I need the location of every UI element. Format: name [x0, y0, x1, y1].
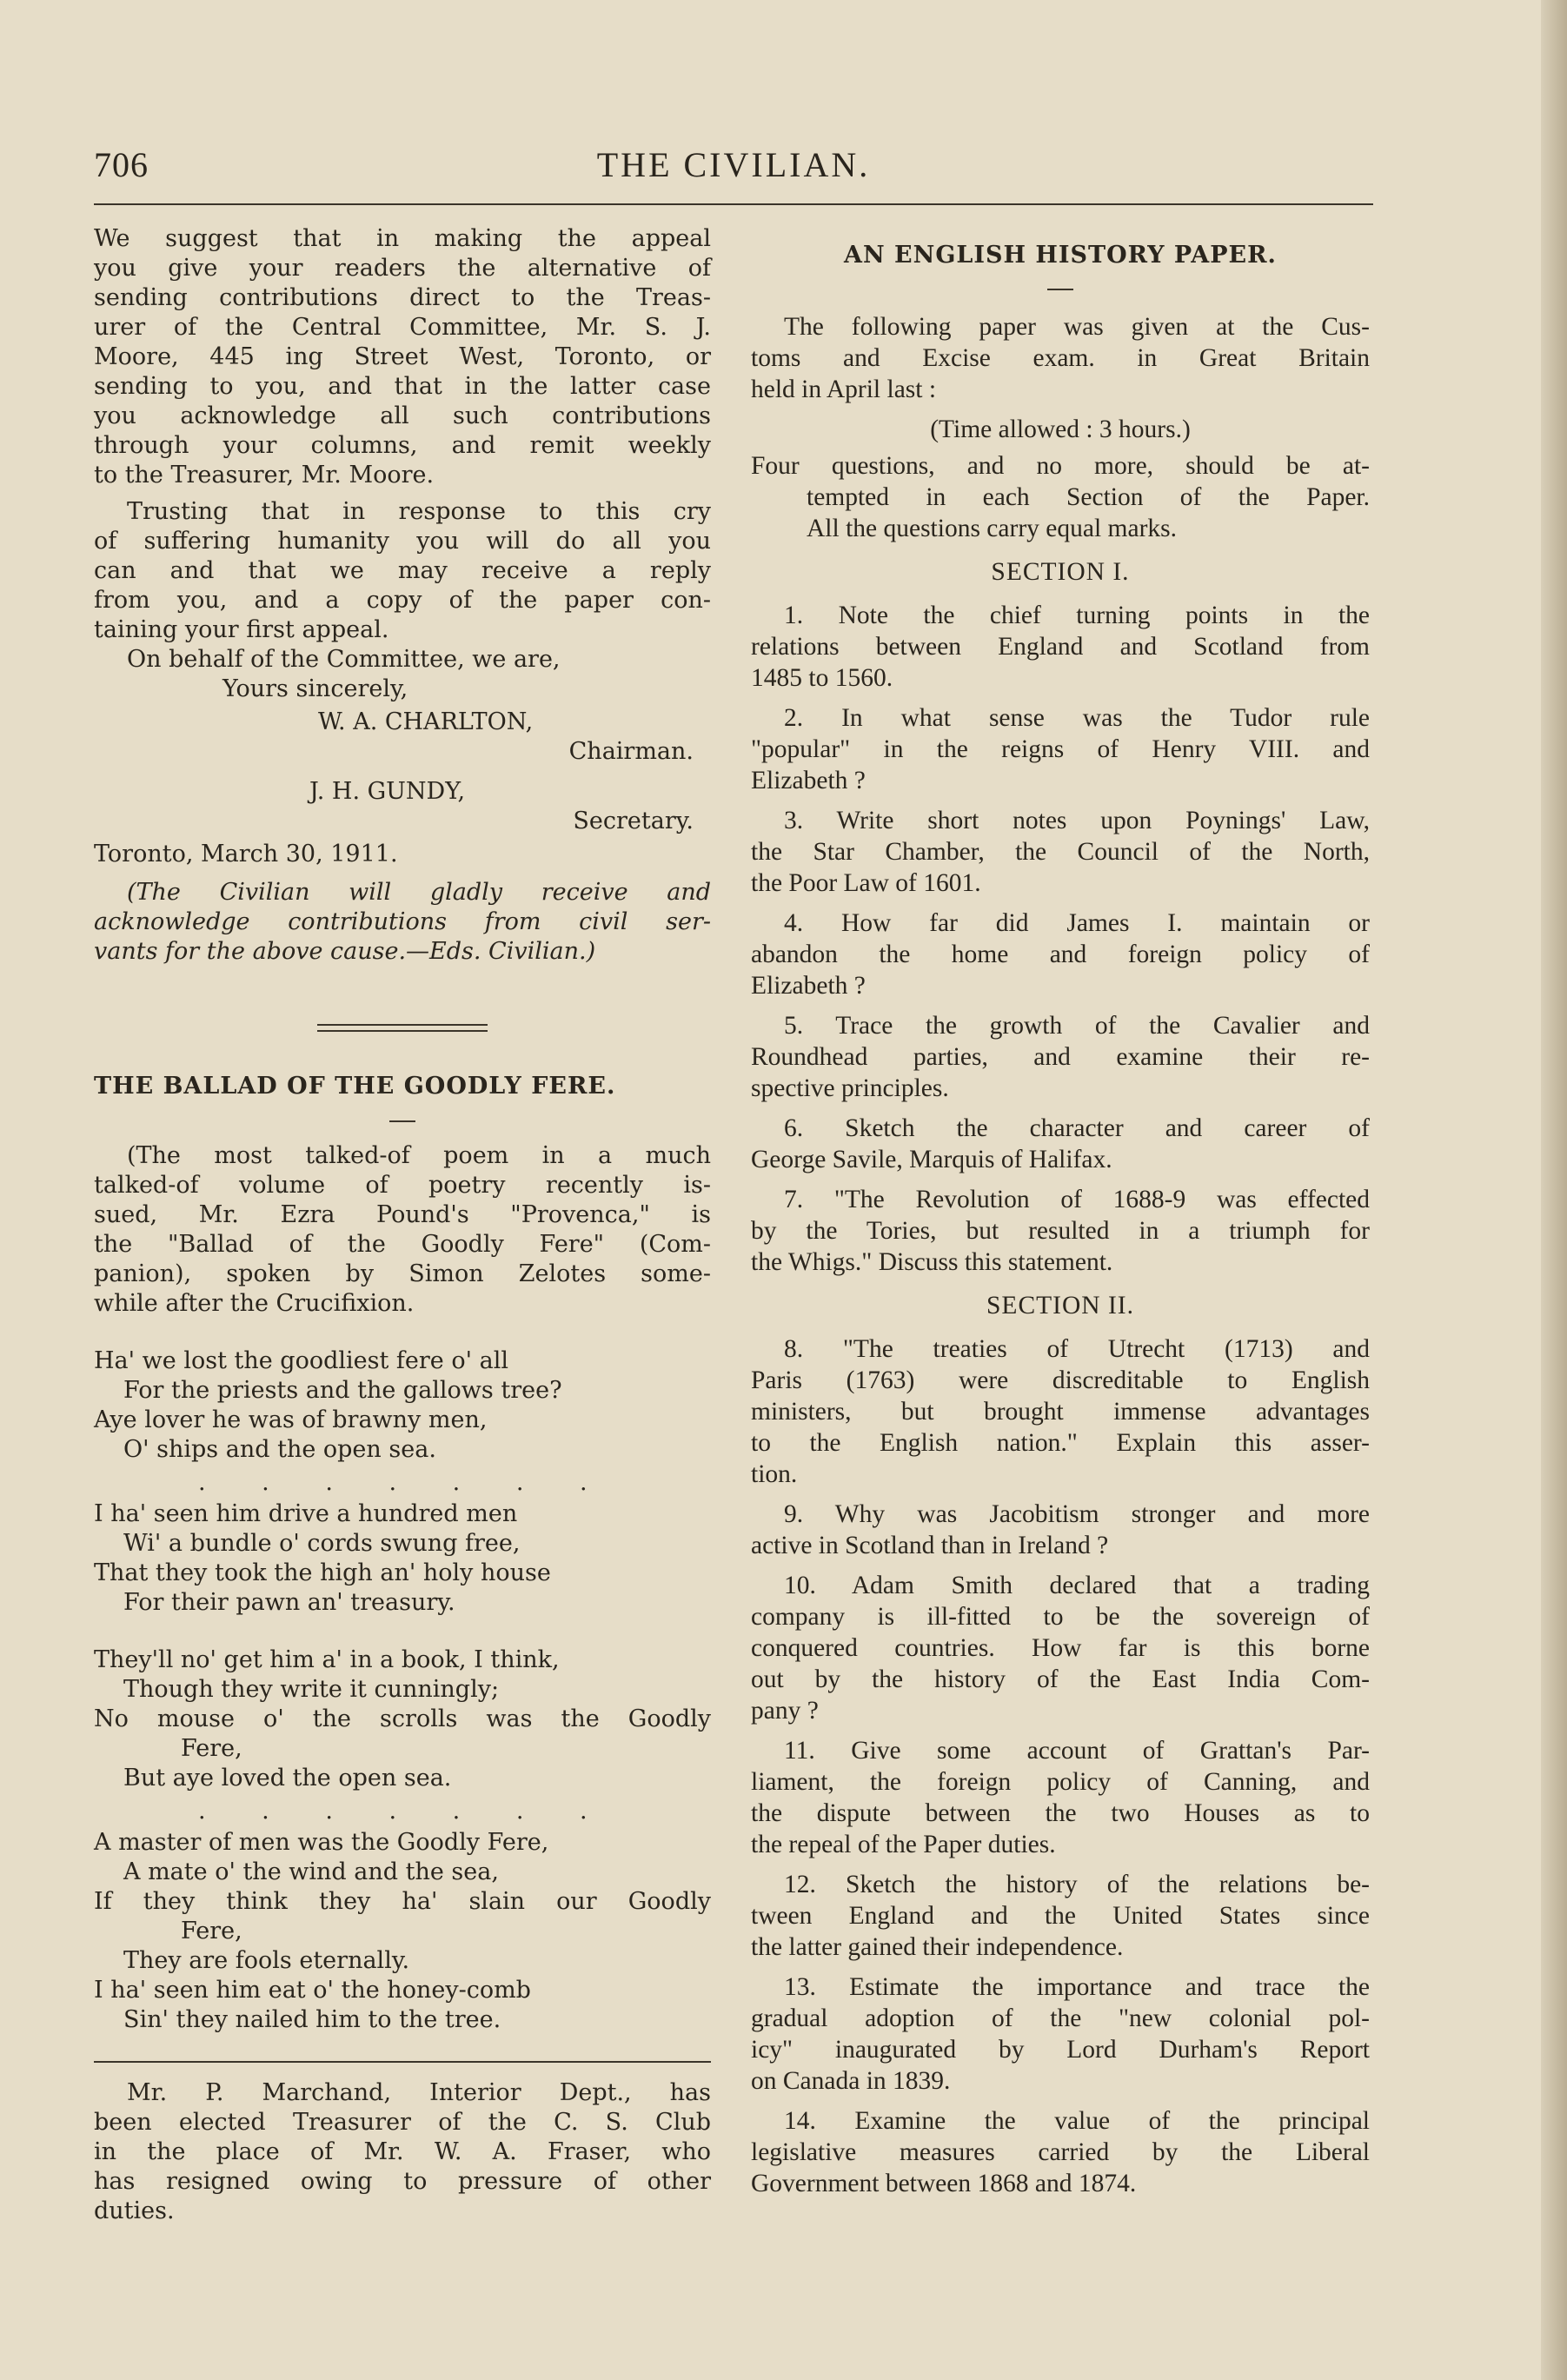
exam-question [751, 1010, 1370, 1104]
text-line: talked-of volume of poetry recently is- [94, 1172, 711, 1199]
question-line: by the Tories, but resulted in a triumph for [751, 1217, 1370, 1245]
question-number: 14. [784, 2107, 816, 2135]
exam-question [751, 702, 1370, 796]
question-line: George Savile, Marquis of Halifax. [751, 1146, 1112, 1173]
text-line: Mr. P. Marchand, Interior Dept., has [127, 2079, 711, 2106]
question-line: spective principles. [751, 1074, 949, 1102]
exam-question [751, 1499, 1370, 1561]
exam-question [751, 1570, 1370, 1726]
text-line: while after the Crucifixion. [94, 1290, 415, 1317]
question-line: 5. Trace the growth of the Cavalier and [784, 1012, 1370, 1040]
question-line: 11. Give some account of Grattan's Par- [784, 1737, 1370, 1765]
question-line: Government between 1868 and 1874. [751, 2170, 1137, 2197]
question-line: company is ill-fitted to be the sovereign of [751, 1603, 1370, 1631]
verse-line: They are fools eternally. [123, 1947, 410, 1974]
history-paper-intro [751, 311, 1370, 405]
letter-paragraph [94, 224, 711, 490]
exam-question [751, 1869, 1370, 1963]
verse-line: I ha' seen him eat o' the honey-comb [94, 1977, 531, 2004]
question-line: the Whigs." Discuss this statement. [751, 1248, 1113, 1276]
question-line: Paris (1763) were discreditable to English [751, 1366, 1370, 1394]
text-line: been elected Treasurer of the C. S. Club [94, 2109, 711, 2136]
question-line: 9. Why was Jacobitism stronger and more [784, 1500, 1370, 1528]
section-title: SECTION I. [991, 558, 1130, 586]
question-number: 5. [784, 1012, 804, 1040]
text-line: sending to you, and that in the latter case [94, 373, 711, 400]
question-line: 1485 to 1560. [751, 664, 893, 692]
question-line: 4. How far did James I. maintain or [784, 909, 1370, 937]
left-column [94, 224, 711, 2226]
marchand-notice [94, 2078, 711, 2226]
verse-line: Sin' they nailed him to the tree. [123, 2006, 501, 2033]
question-line: the dispute between the two Houses as to [751, 1799, 1370, 1827]
text-line: in the place of Mr. W. A. Fraser, who [94, 2138, 711, 2165]
signatory-name: J. H. GUNDY, [309, 778, 466, 805]
question-line: tween England and the United States since [751, 1902, 1370, 1930]
verse-line: They'll no' get him a' in a book, I think, [94, 1646, 560, 1673]
question-line: "popular" in the reigns of Henry VIII. and [751, 735, 1370, 763]
text-line: you acknowledge all such contributions [94, 402, 711, 429]
poem-stanza [94, 1499, 711, 1618]
section-title: SECTION II. [986, 1292, 1134, 1320]
question-line: 3. Write short notes upon Poynings' Law, [784, 807, 1370, 834]
verse-line: O' ships and the open sea. [123, 1436, 436, 1463]
exam-question [751, 600, 1370, 694]
question-number: 6. [784, 1114, 804, 1142]
question-number: 7. [784, 1186, 804, 1213]
question-line: Elizabeth ? [751, 767, 866, 794]
text-line: All the questions carry equal marks. [807, 515, 1177, 542]
text-line: The following paper was given at the Cus- [784, 313, 1370, 341]
question-line: 12. Sketch the history of the relations be- [784, 1871, 1370, 1898]
verse-line: That they took the high an' holy house [94, 1559, 551, 1586]
question-line: 7. "The Revolution of 1688-9 was effected [784, 1186, 1370, 1213]
exam-question [751, 805, 1370, 899]
ballad-heading: THE BALLAD OF THE GOODLY FERE. [94, 1073, 616, 1100]
question-line: the Poor Law of 1601. [751, 869, 981, 897]
heading-dash [1047, 289, 1073, 290]
exam-question [751, 1333, 1370, 1490]
question-line: abandon the home and foreign policy of [751, 941, 1370, 968]
dateline: Toronto, March 30, 1911. [94, 841, 398, 868]
letter-closing [94, 645, 711, 869]
text-line: Trusting that in response to this cry [127, 498, 711, 525]
closing-behalf: On behalf of the Committee, we are, [127, 646, 561, 673]
question-line: legislative measures carried by the Liberal [751, 2138, 1370, 2166]
question-number: 3. [784, 807, 804, 834]
question-line: Roundhead parties, and examine their re- [751, 1043, 1370, 1071]
verse-line: Fere, [181, 1918, 242, 1945]
verse-line: No mouse o' the scrolls was the Goodly [94, 1705, 711, 1732]
text-line: to the Treasurer, Mr. Moore. [94, 462, 435, 489]
exam-question [751, 1113, 1370, 1175]
text-line: from you, and a copy of the paper con- [94, 587, 711, 614]
question-line: ministers, but brought immense advantages [751, 1398, 1370, 1426]
question-line: pany ? [751, 1697, 819, 1725]
verse-line: Aye lover he was of brawny men, [94, 1406, 488, 1433]
trusting-paragraph [94, 497, 711, 645]
verse-line: A master of men was the Goodly Fere, [94, 1829, 549, 1856]
text-line: Four questions, and no more, should be at- [751, 452, 1370, 480]
text-line: taining your first appeal. [94, 616, 389, 643]
text-line: through your columns, and remit weekly [94, 432, 711, 459]
verse-line: Fere, [181, 1735, 242, 1762]
text-line: you give your readers the alternative of [94, 255, 711, 282]
verse-line: Ha' we lost the goodliest fere o' all [94, 1347, 508, 1374]
ellipsis-dots: . . . . . . . [198, 1469, 612, 1496]
question-line: 8. "The treaties of Utrecht (1713) and [784, 1335, 1371, 1363]
question-line: on Canada in 1839. [751, 2067, 951, 2095]
signatory-role: Secretary. [573, 808, 694, 834]
question-number: 2. [784, 704, 804, 732]
text-line: vants for the above cause.—Eds. Civilian.) [94, 938, 596, 965]
text-line: Moore, 445 ing Street West, Toronto, or [94, 343, 711, 370]
question-number: 9. [784, 1500, 804, 1528]
closing-yours: Yours sincerely, [222, 675, 408, 702]
question-number: 13. [784, 1973, 816, 2001]
verse-line: I ha' seen him drive a hundred men [94, 1500, 518, 1527]
question-line: the repeal of the Paper duties. [751, 1831, 1056, 1858]
heading-dash [389, 1120, 415, 1122]
text-line: urer of the Central Committee, Mr. S. J. [94, 314, 711, 341]
ballad-intro [94, 1141, 711, 1319]
journal-title: THE CIVILIAN. [596, 145, 871, 184]
question-line: 13. Estimate the importance and trace the [784, 1973, 1371, 2001]
page-number: 706 [94, 145, 149, 184]
text-line: sending contributions direct to the Treas- [94, 284, 711, 311]
text-line: the "Ballad of the Goodly Fere" (Com- [94, 1231, 711, 1258]
poem-stanza [94, 1828, 711, 2035]
question-number: 4. [784, 909, 804, 937]
signatory-name: W. A. CHARLTON, [318, 708, 534, 735]
text-line: panion), spoken by Simon Zelotes some- [94, 1260, 711, 1287]
question-line: icy" inaugurated by Lord Durham's Report [751, 2036, 1370, 2064]
verse-line: For their pawn an' treasury. [123, 1589, 455, 1616]
text-line: toms and Excise exam. in Great Britain [751, 344, 1370, 372]
text-line: We suggest that in making the appeal [94, 225, 711, 252]
ellipsis-dots: . . . . . . . [198, 1798, 612, 1825]
poem-stanza [94, 1346, 711, 1494]
question-line: Elizabeth ? [751, 972, 866, 1000]
time-allowed: (Time allowed : 3 hours.) [930, 416, 1191, 443]
question-number: 11. [784, 1737, 815, 1765]
section-divider [94, 2061, 711, 2063]
question-line: tion. [751, 1460, 798, 1488]
exam-question [751, 907, 1370, 1001]
text-line: has resigned owing to pressure of other [94, 2168, 711, 2195]
question-number: 10. [784, 1572, 816, 1599]
text-line: (The Civilian will gladly receive and [127, 879, 711, 906]
question-line: active in Scotland than in Ireland ? [751, 1532, 1109, 1559]
verse-line: If they think they ha' slain our Goodly [94, 1888, 711, 1915]
text-line: sued, Mr. Ezra Pound's "Provenca," is [94, 1201, 711, 1228]
poem-stanza [94, 1645, 711, 1823]
verse-line: Though they write it cunningly; [123, 1676, 500, 1703]
question-line: conquered countries. How far is this borne [751, 1634, 1370, 1662]
exam-question [751, 1735, 1370, 1860]
question-line: relations between England and Scotland from [751, 633, 1370, 661]
text-line: can and that we may receive a reply [94, 557, 711, 584]
question-number: 12. [784, 1871, 816, 1898]
question-line: 1. Note the chief turning points in the [784, 602, 1371, 629]
exam-question [751, 2105, 1370, 2199]
question-number: 1. [784, 602, 804, 629]
question-line: 2. In what sense was the Tudor rule [784, 704, 1370, 732]
verse-line: But aye loved the open sea. [123, 1765, 452, 1792]
instructions [751, 450, 1370, 544]
signatory-role: Chairman. [568, 738, 694, 765]
verse-line: A mate o' the wind and the sea, [123, 1858, 499, 1885]
text-line: duties. [94, 2197, 175, 2224]
text-line: tempted in each Section of the Paper. [807, 483, 1370, 511]
page-edge [1541, 0, 1567, 2380]
section-divider [317, 1024, 488, 1032]
question-line: out by the history of the East India Com- [751, 1665, 1370, 1693]
text-line: (The most talked-of poem in a much [127, 1142, 711, 1169]
question-line: gradual adoption of the "new colonial pol- [751, 2004, 1370, 2032]
exam-question [751, 1184, 1370, 1278]
right-column [751, 224, 1370, 2208]
text-line: acknowledge contributions from civil ser- [94, 908, 711, 935]
verse-line: For the priests and the gallows tree? [123, 1377, 562, 1404]
question-line: the Star Chamber, the Council of the North, [751, 838, 1370, 866]
editor-note [94, 878, 711, 967]
text-line: of suffering humanity you will do all you [94, 528, 711, 555]
question-line: to the English nation." Explain this asser- [751, 1429, 1370, 1457]
verse-line: Wi' a bundle o' cords swung free, [123, 1530, 521, 1557]
question-line: 6. Sketch the character and career of [784, 1114, 1370, 1142]
header-rule [94, 203, 1373, 205]
question-line: 10. Adam Smith declared that a trading [784, 1572, 1370, 1599]
question-line: 14. Examine the value of the principal [784, 2107, 1371, 2135]
page-header [94, 141, 1373, 189]
text-line: held in April last : [751, 376, 937, 403]
history-paper-heading: AN ENGLISH HISTORY PAPER. [844, 242, 1277, 269]
question-line: the latter gained their independence. [751, 1933, 1124, 1961]
question-number: 8. [784, 1335, 804, 1363]
exam-question [751, 1971, 1370, 2097]
question-line: liament, the foreign policy of Canning, and [751, 1768, 1370, 1796]
